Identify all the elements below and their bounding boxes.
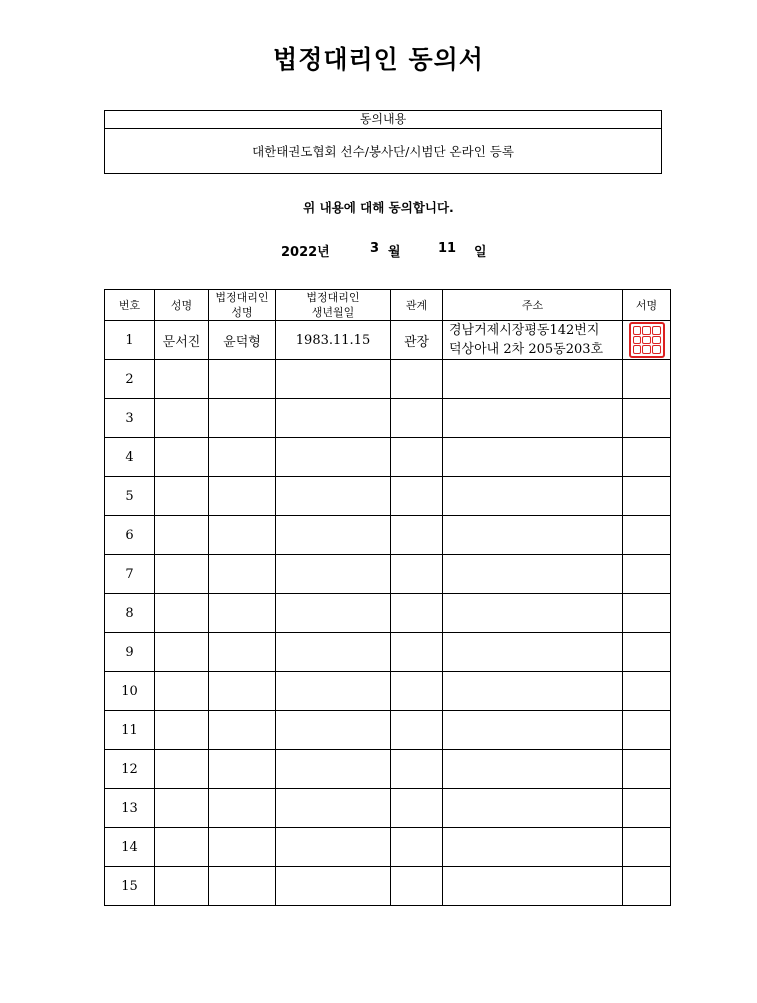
- row-no: 9: [105, 633, 155, 672]
- row-signature: [623, 750, 671, 789]
- header-signature: 서명: [623, 290, 671, 321]
- table-row: [105, 555, 671, 594]
- row-guardian-name: [209, 438, 276, 477]
- table-header-row: [105, 290, 671, 321]
- row-guardian-birth: [276, 711, 391, 750]
- row-address: [443, 633, 623, 672]
- row-name: [155, 867, 209, 906]
- row-signature: [623, 360, 671, 399]
- row-guardian-birth: [276, 399, 391, 438]
- table-row: [105, 438, 671, 477]
- row-relation: [391, 360, 443, 399]
- guardian-table: [104, 289, 671, 906]
- table-row: [105, 477, 671, 516]
- row-address-line2: 덕상아내 2차 205동203호: [449, 342, 604, 357]
- row-signature: [623, 399, 671, 438]
- row-no: 15: [105, 867, 155, 906]
- row-guardian-name: [209, 672, 276, 711]
- row-relation: [391, 672, 443, 711]
- row-guardian-birth: [276, 516, 391, 555]
- table-row: [105, 750, 671, 789]
- row-address: [443, 555, 623, 594]
- row-guardian-birth: [276, 828, 391, 867]
- table-row: [105, 789, 671, 828]
- row-signature: [623, 672, 671, 711]
- row-relation: [391, 555, 443, 594]
- row-name: [155, 594, 209, 633]
- row-name: [155, 477, 209, 516]
- row-address: [443, 321, 623, 360]
- row-address: [443, 594, 623, 633]
- row-relation: [391, 477, 443, 516]
- row-guardian-birth: [276, 789, 391, 828]
- row-guardian-name: [209, 360, 276, 399]
- row-address: [443, 438, 623, 477]
- header-guardian-birth-line2: 생년월일: [311, 306, 355, 319]
- header-guardian-birth: [276, 290, 391, 321]
- table-row: [105, 633, 671, 672]
- row-name: [155, 633, 209, 672]
- row-signature: [623, 516, 671, 555]
- row-guardian-name: [209, 789, 276, 828]
- row-address: [443, 477, 623, 516]
- row-guardian-name: [209, 516, 276, 555]
- row-guardian-birth: [276, 867, 391, 906]
- row-guardian-birth: [276, 750, 391, 789]
- row-address: [443, 360, 623, 399]
- row-signature: [623, 828, 671, 867]
- row-guardian-birth: [276, 555, 391, 594]
- row-address: [443, 672, 623, 711]
- row-signature: [623, 789, 671, 828]
- row-guardian-name: [209, 750, 276, 789]
- row-relation: [391, 711, 443, 750]
- row-no: 2: [105, 360, 155, 399]
- row-guardian-name: [209, 399, 276, 438]
- consent-content: 대한태권도협회 선수/봉사단/시범단 온라인 등록: [252, 144, 514, 159]
- table-row: [105, 672, 671, 711]
- row-guardian-birth: [276, 594, 391, 633]
- row-address: [443, 711, 623, 750]
- consent-box: [104, 110, 662, 174]
- header-guardian-name-line1: 법정대리인: [215, 291, 269, 304]
- row-relation: [391, 789, 443, 828]
- date-year: 2022년: [281, 245, 330, 260]
- date-day-value: 11: [438, 241, 457, 256]
- row-address: [443, 789, 623, 828]
- row-guardian-name: 윤덕형: [209, 321, 276, 360]
- date-month-value: 3: [370, 241, 380, 256]
- row-name: [155, 711, 209, 750]
- row-no: 14: [105, 828, 155, 867]
- row-guardian-birth: [276, 438, 391, 477]
- table-row: [105, 399, 671, 438]
- header-guardian-name-line2: 성명: [231, 306, 253, 319]
- header-no: 번호: [105, 290, 155, 321]
- row-name: [155, 360, 209, 399]
- row-no: 11: [105, 711, 155, 750]
- row-address-line1: 경남거제시장평동142번지: [449, 323, 600, 338]
- row-address: [443, 867, 623, 906]
- row-no: 8: [105, 594, 155, 633]
- row-relation: [391, 633, 443, 672]
- header-guardian-name: [209, 290, 276, 321]
- row-signature: [623, 555, 671, 594]
- row-relation: 관장: [391, 321, 443, 360]
- row-name: [155, 789, 209, 828]
- row-relation: [391, 438, 443, 477]
- row-name: 문서진: [155, 321, 209, 360]
- header-relation: 관계: [391, 290, 443, 321]
- row-address: [443, 516, 623, 555]
- row-address: [443, 828, 623, 867]
- row-name: [155, 399, 209, 438]
- row-guardian-birth: [276, 672, 391, 711]
- row-signature: [623, 477, 671, 516]
- row-guardian-name: [209, 633, 276, 672]
- row-signature: [623, 711, 671, 750]
- row-no: 10: [105, 672, 155, 711]
- row-signature: [623, 633, 671, 672]
- row-name: [155, 828, 209, 867]
- row-no: 1: [105, 321, 155, 360]
- row-no: 7: [105, 555, 155, 594]
- row-no: 12: [105, 750, 155, 789]
- row-name: [155, 516, 209, 555]
- row-guardian-name: [209, 867, 276, 906]
- table-row: [105, 516, 671, 555]
- row-name: [155, 750, 209, 789]
- document-title: 법정대리인 동의서: [273, 45, 484, 74]
- signature-seal-stamp: [629, 322, 665, 358]
- table-row: [105, 594, 671, 633]
- row-no: 6: [105, 516, 155, 555]
- row-name: [155, 555, 209, 594]
- table-row: [105, 360, 671, 399]
- row-guardian-name: [209, 555, 276, 594]
- row-name: [155, 438, 209, 477]
- row-address: [443, 399, 623, 438]
- row-no: 5: [105, 477, 155, 516]
- row-guardian-name: [209, 828, 276, 867]
- header-guardian-birth-line1: 법정대리인: [306, 291, 360, 304]
- row-guardian-name: [209, 477, 276, 516]
- date-month-unit: 월: [388, 245, 401, 260]
- row-signature: [623, 438, 671, 477]
- row-relation: [391, 399, 443, 438]
- row-signature: [623, 321, 671, 360]
- header-address: 주소: [443, 290, 623, 321]
- row-relation: [391, 594, 443, 633]
- row-guardian-birth: [276, 633, 391, 672]
- row-no: 4: [105, 438, 155, 477]
- table-row: [105, 867, 671, 906]
- table-row: [105, 828, 671, 867]
- row-relation: [391, 867, 443, 906]
- row-guardian-birth: [276, 477, 391, 516]
- row-relation: [391, 828, 443, 867]
- row-guardian-name: [209, 594, 276, 633]
- table-row: [105, 321, 671, 360]
- row-signature: [623, 867, 671, 906]
- row-no: 3: [105, 399, 155, 438]
- row-no: 13: [105, 789, 155, 828]
- row-guardian-birth: 1983.11.15: [276, 321, 391, 360]
- row-signature: [623, 594, 671, 633]
- agreement-statement: 위 내용에 대해 동의합니다.: [303, 200, 454, 215]
- header-name: 성명: [155, 290, 209, 321]
- row-guardian-birth: [276, 360, 391, 399]
- date-day-unit: 일: [474, 245, 487, 260]
- row-guardian-name: [209, 711, 276, 750]
- row-address: [443, 750, 623, 789]
- consent-heading: 동의내용: [105, 111, 661, 129]
- table-row: [105, 711, 671, 750]
- row-relation: [391, 516, 443, 555]
- row-name: [155, 672, 209, 711]
- row-relation: [391, 750, 443, 789]
